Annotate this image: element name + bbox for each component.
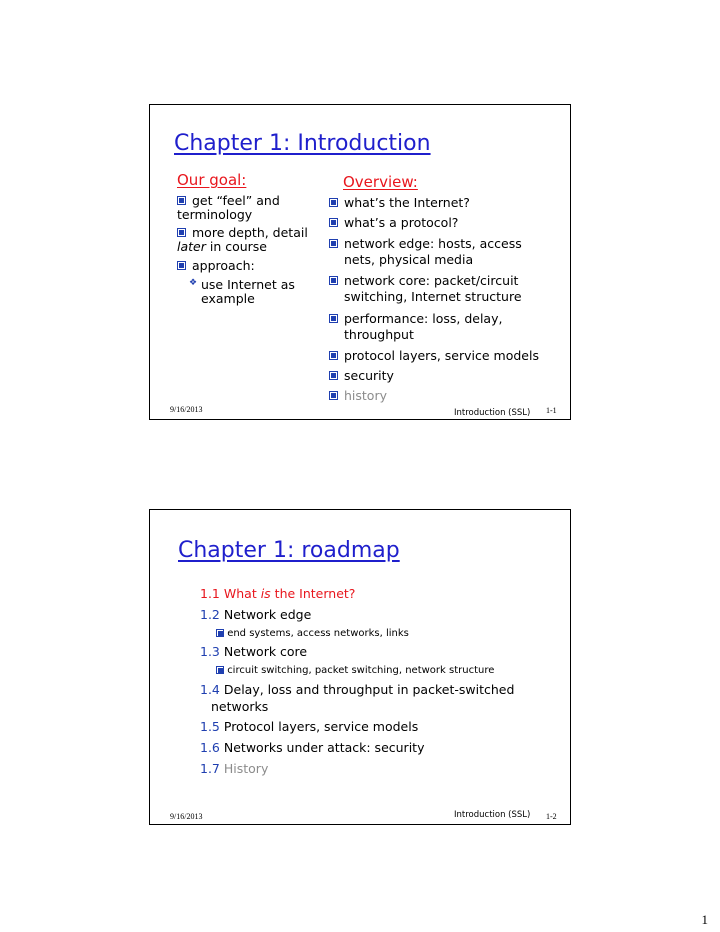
overview-text: nets, physical media	[344, 252, 474, 267]
slide-1	[149, 104, 571, 420]
checkbox-bullet-icon	[329, 351, 338, 360]
roadmap-subitem	[216, 628, 409, 639]
footer-course: Introduction (SSL)	[454, 810, 531, 820]
overview-text: performance: loss, delay,	[344, 311, 503, 326]
goal-text: more depth, detail	[192, 225, 308, 240]
roadmap-subitem	[216, 665, 494, 676]
page-number: 1	[701, 912, 708, 927]
roadmap-text-italic: is	[260, 586, 271, 601]
checkbox-bullet-icon	[177, 261, 186, 270]
overview-text: network core: packet/circuit	[344, 273, 519, 288]
roadmap-item	[200, 586, 355, 601]
roadmap-number: 1.3	[200, 644, 220, 659]
overview-text: protocol layers, service models	[344, 348, 539, 363]
slide-title: Chapter 1: roadmap	[178, 538, 400, 563]
roadmap-number: 1.6	[200, 740, 220, 755]
overview-text: history	[344, 388, 387, 403]
footer-page: 1-2	[546, 812, 557, 821]
roadmap-subtext: circuit switching, packet switching, network structure	[227, 665, 495, 676]
roadmap-subtext: end systems, access networks, links	[227, 628, 409, 639]
roadmap-item	[200, 607, 311, 622]
checkbox-bullet-icon	[177, 196, 186, 205]
roadmap-text: networks	[211, 699, 269, 714]
roadmap-item	[200, 719, 418, 734]
footer-course: Introduction (SSL)	[454, 408, 531, 418]
roadmap-item	[200, 682, 514, 697]
checkbox-bullet-icon	[329, 218, 338, 227]
overview-text: network edge: hosts, access	[344, 236, 522, 251]
goal-sub-text: use Internet as	[201, 277, 295, 292]
overview-text: throughput	[344, 327, 414, 342]
slide-2	[149, 509, 571, 825]
overview-text: what’s the Internet?	[344, 195, 470, 210]
roadmap-item-cont	[211, 699, 268, 714]
roadmap-item	[200, 644, 307, 659]
checkbox-bullet-icon	[329, 314, 338, 323]
checkbox-bullet-icon	[329, 239, 338, 248]
goal-text: later in course	[177, 239, 268, 254]
roadmap-number: 1.2	[200, 607, 220, 622]
roadmap-item	[200, 740, 424, 755]
goal-text-italic: later	[177, 239, 206, 254]
checkbox-bullet-icon	[329, 391, 338, 400]
goal-heading: Our goal:	[177, 171, 247, 189]
roadmap-text: the Internet?	[270, 586, 356, 601]
roadmap-text: Network edge	[223, 607, 312, 622]
goal-sub-text: example	[201, 291, 255, 306]
roadmap-text: History	[223, 761, 269, 776]
checkbox-bullet-icon	[216, 629, 224, 637]
roadmap-text: Network core	[223, 644, 308, 659]
checkbox-bullet-icon	[177, 228, 186, 237]
roadmap-text: Protocol layers, service models	[223, 719, 419, 734]
footer-date: 9/16/2013	[170, 405, 203, 414]
overview-text: switching, Internet structure	[344, 289, 522, 304]
roadmap-text: Delay, loss and throughput in packet-switched	[223, 682, 515, 697]
goal-text: get “feel” and	[192, 193, 280, 208]
diamond-bullet-icon: ❖	[189, 278, 198, 288]
roadmap-text: Networks under attack: security	[223, 740, 425, 755]
footer-date: 9/16/2013	[170, 812, 203, 821]
checkbox-bullet-icon	[329, 371, 338, 380]
overview-text: what’s a protocol?	[344, 215, 459, 230]
goal-text: approach:	[192, 258, 255, 273]
roadmap-number: 1.5	[200, 719, 220, 734]
roadmap-number: 1.4	[200, 682, 220, 697]
checkbox-bullet-icon	[329, 276, 338, 285]
overview-heading: Overview:	[343, 173, 418, 191]
footer-page: 1-1	[546, 406, 557, 415]
roadmap-text: What	[223, 586, 261, 601]
goal-text: terminology	[177, 207, 253, 222]
slide-title: Chapter 1: Introduction	[174, 131, 431, 156]
roadmap-number: 1.7	[200, 761, 220, 776]
roadmap-item	[200, 761, 268, 776]
roadmap-number: 1.1	[200, 586, 220, 601]
checkbox-bullet-icon	[216, 666, 224, 674]
overview-text: security	[344, 368, 394, 383]
checkbox-bullet-icon	[329, 198, 338, 207]
